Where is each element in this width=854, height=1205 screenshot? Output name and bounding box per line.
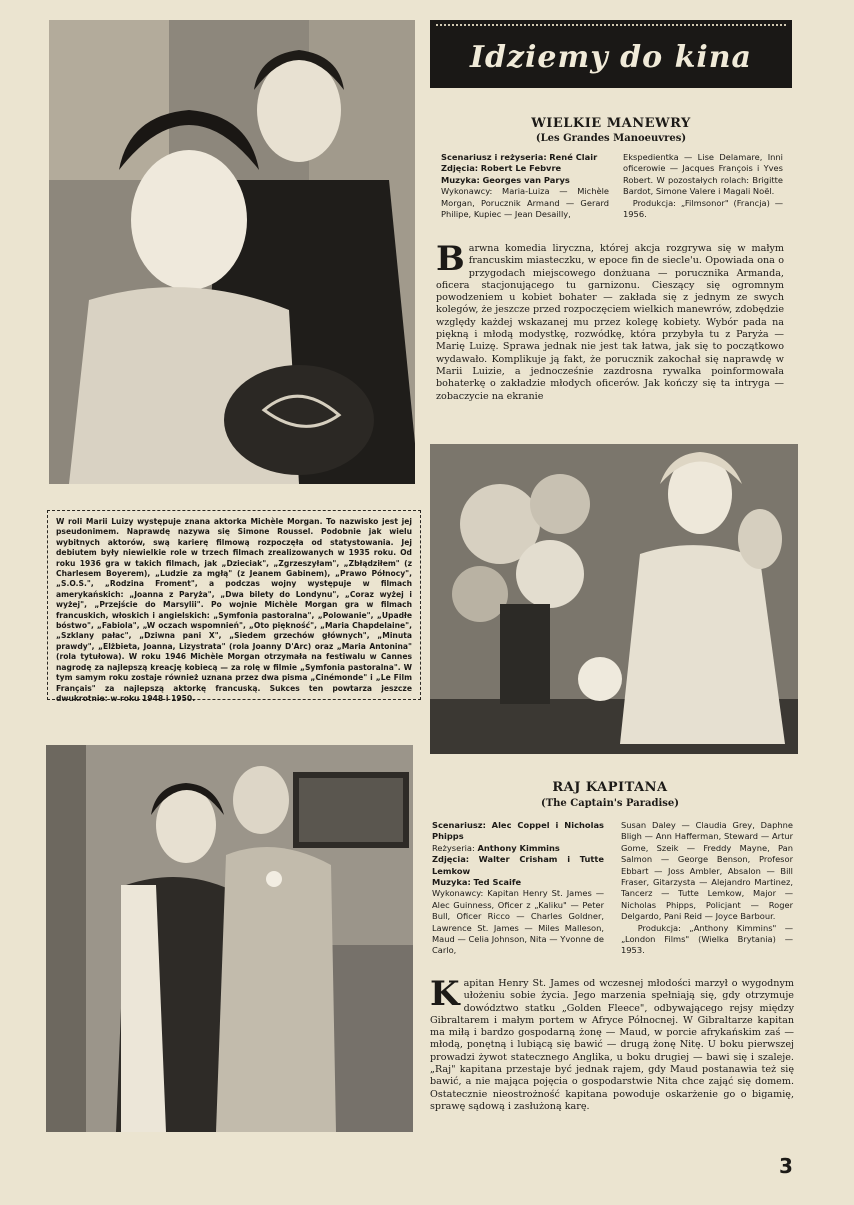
- photo-image: [49, 20, 415, 484]
- film2-original-title: (The Captain's Paradise): [540, 798, 680, 809]
- photo-image: [46, 745, 413, 1132]
- film1-title: WIELKIE MANEWRY: [531, 116, 691, 131]
- film1-credit-line: Zdjęcia: Robert Le Febvre: [441, 163, 562, 174]
- film1-dropcap: B: [436, 239, 465, 279]
- banner-title: Idziemy do kina: [469, 40, 752, 75]
- section-banner: [430, 20, 792, 88]
- film2-credit-line: Scenariusz: Alec Coppel i Nicholas Phipps: [432, 820, 604, 842]
- film1-credit-line: Produkcja: „Filmsonor" (Francja) — 1956.: [623, 197, 784, 220]
- film1-credit-line: Scenariusz i reżyseria: René Clair: [441, 152, 598, 162]
- film2-credit-line: Muzyka: Ted Scaife: [432, 877, 522, 888]
- photo-image: [430, 444, 798, 754]
- film1-credit-line: Wykonawcy: Maria-Luiza — Michèle Morgan, Porucznik Armand — Gerard Philipe, Kupiec — Jean Desailly,: [441, 186, 610, 220]
- film1-credits-right: [623, 152, 783, 220]
- film2-credits-left: [432, 820, 604, 957]
- film2-credits-right: [621, 820, 793, 957]
- film1-original-title: (Les Grandes Manoeuvres): [535, 133, 687, 144]
- actress-biography-text: W roli Marii Luizy występuje znana aktorka Michèle Morgan. To nazwisko jest jej pseudonimem. Naprawdę nazywa się Simone Roussel. Podobnie jak wielu wybitnych aktorów, swą karierę filmową rozpoczęła od statystowania. Jej debiutem były niewielkie role w trzech filmach zrealizowanych w 1935 roku. Od roku 1936 gra w takich filmach, jak „Dzieciak", „Zgrzeszyłam", „Zbłądziłem" (z Charlesem Boyerem), „Ludzie za mgłą" (z Jeanem Gabinem), „Prawo Północy", „S.O.S.", „Rodzina Froment", a podczas wojny występuje w filmach amerykańskich: „Joanna z Paryża", „Dwa bilety do Londynu", „Coraz wyżej i wyżej", „Przejście do Marsylii". Po wojnie Michèle Morgan gra w filmach francuskich, włoskich i angielskich: „Symfonia pastoralna", „Polowanie", „Upadłe bóstwo", „Fabiola", „W oczach wspomnień", „Oto piękność", „Maria Chapdelaine", „Szklany pałac", „Dziwna pani X", „Siedem grzechów głównych", „Minuta prawdy", „Elżbieta, Joanna, Lizystrata" (rola Joanny D'Arc) oraz „Maria Antonina" (rola tytułowa). W roku 1946 Michèle Morgan otrzymała na festiwalu w Cannes nagrodę za najlepszą kreację kobiecą — za rolę w filmie „Symfonia pastoralna". W tym samym roku zostaje również uznana przez dwa pisma „Cinémonde" i „Le Film Français" za najlepszą aktorkę francuską. Sukces ten powtarza jeszcze dwukrotnie: w roku 1948 i 1950.: [56, 517, 412, 703]
- film1-body-text: arwna komedia liryczna, której akcja rozgrywa się w małym francuskim miasteczku, w epoce fin de siecle'u. Opowiada ona o przygodach miejscowego donżuana — porucznika Armanda, oficera stacjonującego tu garnizonu. Cieszący się ogromnym powodzeniem u kobiet bohater — zakłada się z jednym ze swych kolegów, że jeszcze przed rozpoczęciem wielkich manewrów, zdobędzie względy każdej wskazanej mu przez kolegę kobiety. Wybór pada na piękną i młodą modystkę, rozwódkę, która przybyła tu z Paryża — Marię Luizę. Sprawa jednak nie jest tak łatwa, jak się to początkowo wydawało. Komplikuje ją fakt, że porucznik zakochał się naprawdę w Marii Luizie, a jednocześnie zazdrosna rywalka poinformowała bohaterkę o zakładzie młodych oficerów. Jak kończy się ta intryga — zobaczycie na ekranie: [436, 243, 785, 402]
- film2-body-text: apitan Henry St. James od wczesnej młodości marzył o wygodnym ułożeniu sobie życia. Jego marzenia spełniają się, gdy otrzymuje dowództwo statku „Golden Fleece", odbywającego rejsy między Gibraltarem i małym portem w Afryce Północnej. W Gibraltarze kapitan ma miłą i bardzo gospodarną żonę — Maud, w porcie afrykańskim zaś — młodą, ponętną i lubiącą się bawić — drugą żonę Nitę. U boku pierwszej prowadzi żywot statecznego Anglika, u boku drugiej — bawi się i szaleje. „Raj" kapitana przestaje być jednak rajem, gdy Maud postanawia też się bawić, a nie mająca pojęcia o gospodarstwie Nita chce zająć się domem. Ostatecznie nieostrożność kapitana powoduje oskarżenie go o bigamię, sprawę sądową i zasłużoną karę.: [430, 978, 794, 1112]
- film2-credit-line: Wykonawcy: Kapitan Henry St. James — Alec Guinness, Oficer z „Kaliku" — Peter Bull, Oficer Ricco — Charles Goldner, Lawrence St. James — Miles Malleson, Maud — Celia Johnson, Nita — Yvonne de Carlo,: [432, 888, 604, 956]
- film-still-officer-and-woman: [49, 20, 415, 484]
- film1-credit-line: Muzyka: Georges van Parys: [441, 174, 570, 185]
- film1-credits-left: [441, 152, 609, 220]
- film2-credit-line: Produkcja: „Anthony Kimmins" — „London Films" (Wielka Brytania) — 1953.: [621, 922, 794, 956]
- film-still-captain-and-woman: [46, 745, 413, 1132]
- film1-description: [436, 239, 785, 403]
- film2-credit-line: Reżyseria: Anthony Kimmins: [432, 842, 560, 853]
- film2-title: RAJ KAPITANA: [552, 780, 668, 795]
- film1-credit-line: Ekspedientka — Lise Delamare, Inni oficerowie — Jacques François i Yves Robert. W pozostałych rolach: Brigitte Bardot, Simone Valere i Magali Noël.: [623, 152, 783, 197]
- film-still-woman-with-flowers: [430, 444, 798, 754]
- banner-decorative-strip: [436, 24, 786, 38]
- film2-description: [430, 974, 794, 1113]
- film2-credit-line: Susan Daley — Claudia Grey, Daphne Bligh — Ann Hafferman, Steward — Artur Gome, Szeik — Freddy Mayne, Pan Salmon — George Benson, Profesor Ebbart — Joss Ambler, Absalon — Bill Fraser, Gitarzysta — Alejandro Martinez, Tancerz — Tutte Lemkow, Major — Nicholas Phipps, Policjant — Roger Delgardo, Pani Reid — Joyce Barbour.: [621, 820, 793, 922]
- actress-biography-note: [47, 510, 421, 703]
- film2-credit-line: Zdjęcia: Walter Crisham i Tutte Lemkow: [432, 854, 604, 876]
- film2-dropcap: K: [430, 974, 460, 1014]
- page-number: 3: [779, 1154, 793, 1178]
